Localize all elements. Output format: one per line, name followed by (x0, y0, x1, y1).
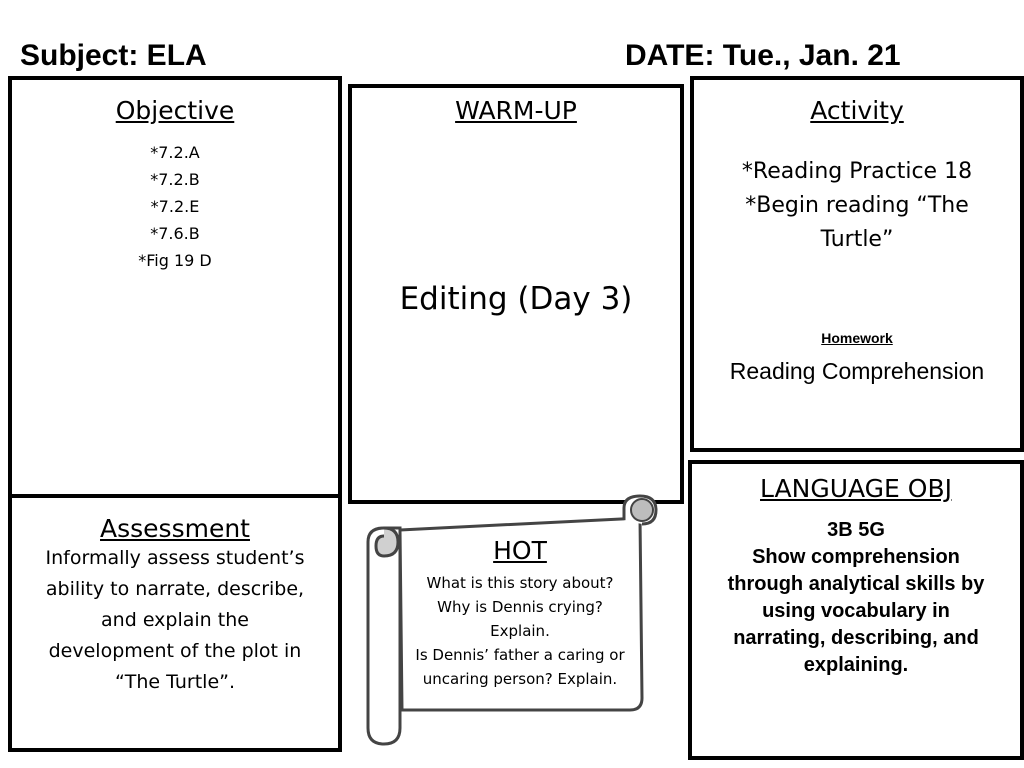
warmup-box (348, 84, 684, 504)
hot-question: Is Dennis’ father a caring or (415, 646, 625, 664)
activity-item: *Begin reading “The (745, 193, 969, 218)
homework-text: Reading Comprehension (729, 358, 985, 384)
assessment-box (8, 494, 342, 752)
date-heading: DATE: Tue., Jan. 21 (625, 39, 901, 72)
objective-item: *7.2.E (150, 197, 200, 216)
language-line: Show comprehension (752, 546, 960, 568)
activity-box (690, 76, 1024, 452)
hot-question: Why is Dennis crying? (437, 598, 603, 616)
activity-item: *Reading Practice 18 (741, 159, 973, 184)
objective-item: *7.2.A (150, 143, 200, 162)
hot-question: What is this story about? (426, 574, 614, 592)
objective-item: *Fig 19 D (138, 251, 212, 270)
warmup-body: Editing (Day 3) (399, 281, 633, 317)
objective-item: *7.2.B (150, 170, 200, 189)
objective-title: Objective (115, 96, 235, 125)
language-title: LANGUAGE OBJ (760, 474, 952, 503)
hot-question: Explain. (490, 622, 550, 640)
language-line: narrating, describing, and (733, 627, 979, 649)
assessment-line: development of the plot in (48, 640, 302, 662)
assessment-line: “The Turtle”. (114, 671, 236, 693)
activity-item: Turtle” (820, 227, 894, 252)
hot-title: HOT (493, 536, 547, 565)
activity-list (694, 155, 1020, 257)
objective-list (12, 139, 338, 274)
language-line: explaining. (803, 654, 909, 676)
homework-label: Homework (821, 330, 893, 346)
assessment-line: and explain the (101, 609, 249, 631)
objective-item: *7.6.B (150, 224, 200, 243)
language-box (688, 460, 1024, 760)
language-code: 3B 5G (827, 519, 885, 541)
assessment-title: Assessment (100, 514, 250, 543)
assessment-line: ability to narrate, describe, (45, 578, 305, 600)
hot-question: uncaring person? Explain. (422, 670, 618, 688)
objective-box (8, 76, 342, 500)
language-line: using vocabulary in (762, 600, 950, 622)
warmup-title: WARM-UP (455, 96, 577, 125)
assessment-text (12, 543, 338, 698)
assessment-line: Informally assess student’s (45, 547, 305, 569)
language-line: through analytical skills by (727, 573, 985, 595)
hot-panel (400, 536, 640, 691)
activity-title: Activity (810, 96, 904, 125)
subject-heading: Subject: ELA (20, 39, 207, 72)
